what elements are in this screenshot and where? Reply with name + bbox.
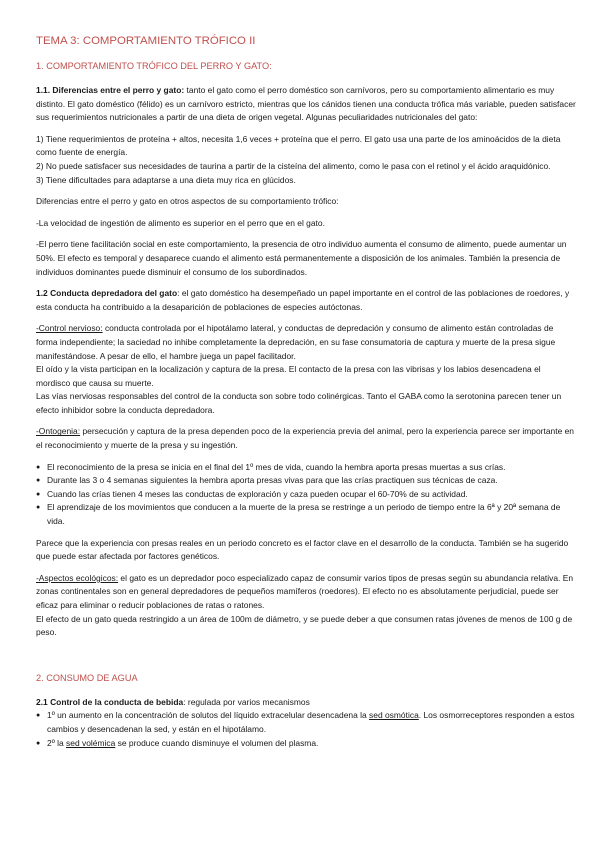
paragraph: -La velocidad de ingestión de alimento es superior en el perro que en el gato. [36,217,325,228]
paragraph-text: tanto el gato como el perro doméstico son carnívoros, pero su comportamiento alimentario es muy distinto. El gato doméstico (félido) es un carnívoro estricto, mientras que los cánidos tienen una conducta trófica más variable, pueden satisfacer sus requerimientos nutricionales a partir de una dieta de origen vegetal. Algunas peculiaridades nutricionales del gato: [36,85,576,123]
section-2-heading: 2. CONSUMO DE AGUA [36,672,138,683]
list-item: 1) Tiene requerimientos de proteína + altos, necesita 1,6 veces + proteína que el perro. El gato usa una parte de los aminoácidos de la dieta como fuente de energía. [36,133,561,158]
paragraph-predatory [36,287,576,314]
list-item [36,737,576,751]
volemic-thirst-term: sed volémica [66,737,116,748]
paragraph: Diferencias entre el perro y gato en otros aspectos de su comportamiento trófico: [36,196,339,207]
paragraph-ontogeny [36,425,576,452]
nervous-control-label: -Control nervioso: [36,323,103,334]
subsection-1-1-title: 1.1. Diferencias entre el perro y gato: [36,85,185,95]
paragraph-text: El efecto de un gato queda restringido a un área de 100m de diámetro, y se puede deber a que consumen ratas jóvenes de menos de 100 g de peso. [36,613,573,638]
paragraph-differences [36,84,576,125]
paragraph-text: El oído y la vista participan en la localización y captura de la presa. El contacto de la presa con las vibrisas y los labios desencadena el mordisco que causa su muerte. [36,364,541,388]
nutrition-list [36,133,576,187]
list-item: ● Cuando las crías tienen 4 meses las conductas de exploración y caza pueden ocupar el 60-70% de su actividad. [36,488,576,502]
subsection-1-2-title: 1.2 Conducta depredadora del gato [36,288,178,299]
bullet-text: se produce cuando disminuye el volumen del plasma. [115,737,319,748]
section-spacer [36,648,576,672]
paragraph-drinking-control [36,696,576,710]
bullet-text: . Los osmorreceptores responden a estos cambios y desencadenan la sed, y están en el hipotálamo. [47,710,575,734]
subsection-2-1-title: 2.1 Control de la conducta de bebida [36,696,184,707]
paragraph: Parece que la experiencia con presas reales en un periodo concreto es el factor clave en el desarrollo de la conducta. También se ha sugerido que puede estar afectada por factores genéticos. [36,537,569,562]
list-item: 3) Tiene dificultades para adaptarse a una dieta muy rica en glúcidos. [36,174,296,185]
paragraph-nervous-control [36,322,576,417]
paragraph-text: Las vías nerviosas responsables del control de la conducta son sobre todo colinérgicas. Tanto el GABA como la serotonina parecen tener un efecto inhibidor sobre la conducta depredadora. [36,391,562,415]
section-1-heading: 1. COMPORTAMIENTO TRÓFICO DEL PERRO Y GATO: [36,61,272,71]
paragraph-text: el gato es un depredador poco especializado capaz de consumir varios tipos de presas según su abundancia relativa. En zonas continentales son en general depredadores de pequeños mamíferos (roedores). El efecto no es absolutamente perjudicial, puede ser eficaz para eliminar o reducir poblaciones de ratas o ratones. [36,572,574,610]
ontogeny-bullets [36,461,576,529]
paragraph-text: : el gato doméstico ha desempeñado un papel importante en el control de las poblaciones de roedores, y esta conducta ha contribuido a la desaparición de poblaciones de especies autóctonas. [36,288,570,312]
ecology-label: -Aspectos ecológicos: [36,572,119,583]
drinking-bullets [36,709,576,750]
document-title: TEMA 3: COMPORTAMIENTO TRÓFICO II [36,35,256,47]
ontogeny-label: -Ontogenia: [36,426,81,437]
list-item: 2) No puede satisfacer sus necesidades de taurina a partir de la cisteína del alimento, como le pasa con el retinol y el ácido araquidónico. [36,160,551,171]
paragraph-text: persecución y captura de la presa dependen poco de la experiencia previa del animal, pero la experiencia parece ser importante en el reconocimiento y muerte de la presa y su ingestión. [36,426,574,451]
list-item: ● El aprendizaje de los movimientos que conducen a la muerte de la presa se restringe a un periodo de tiempo entre la 6ª y 20ª semana de vida. [36,501,576,528]
list-item [36,709,576,736]
paragraph-text: conducta controlada por el hipotálamo lateral, y conductas de depredación y consumo de alimento están controladas de forma independiente; la saciedad no inhibe completamente la depredación, en su fase consumatoria de captura y muerte de la presa sigue manifestándose. A pesar de ello, el hambre juega un papel facilitador. [36,323,556,361]
paragraph: -El perro tiene facilitación social en este comportamiento, la presencia de otro individuo aumenta el consumo de alimento, puede aumentar un 50%. El efecto es temporal y desaparece cuando el alimento está permanentemente a disposición de los animales. También la presencia de individuos dominantes puede disminuir el consumo de los subordinados. [36,239,567,277]
paragraph-text: : regulada por varios mecanismos [183,696,310,707]
paragraph-ecology [36,572,576,640]
bullet-text: 1º un aumento en la concentración de solutos del líquido extracelular desencadena la [47,710,370,721]
list-item: ● El reconocimiento de la presa se inicia en el final del 1º mes de vida, cuando la hembra aporta presas muertas a sus crías. [36,461,576,475]
list-item: ● Durante las 3 o 4 semanas siguientes la hembra aporta presas vivas para que las crías practiquen sus técnicas de caza. [36,474,576,488]
bullet-text: 2º la [47,737,67,748]
osmotic-thirst-term: sed osmótica [369,710,419,721]
